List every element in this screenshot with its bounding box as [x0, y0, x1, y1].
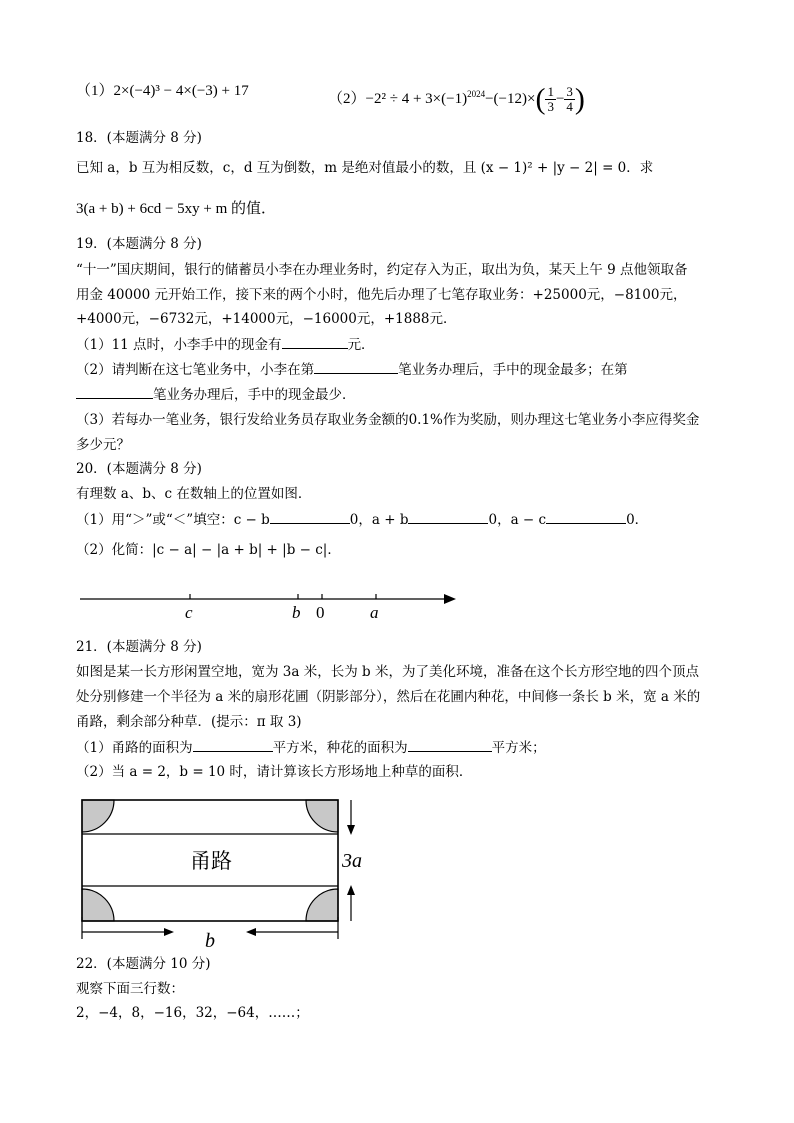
q19-line1: “十一”国庆期间，银行的储蓄员小李在办理业务时，约定存入为正，取出为负，某天上午 9 点他领取备 [76, 262, 688, 278]
q19-part2-blank-least[interactable] [76, 385, 153, 399]
q20-part1-text-c: 0，a − c [488, 512, 547, 528]
q19-part2-text-a: （2）请判断在这七笔业务中，小李在第 [76, 362, 315, 378]
label-b: b [292, 603, 301, 622]
q17-right-paren: ) [574, 82, 585, 116]
q20-blank-2[interactable] [408, 510, 488, 524]
q21-part1-text-a: （1）甬路的面积为 [76, 740, 193, 756]
q17-part1-expression: 2×(−4)³ − 4×(−3) + 17 [113, 83, 249, 99]
q17-part1 [76, 82, 249, 100]
q20-header: 20．(本题满分 8 分) [76, 461, 202, 477]
q17-fraction-2: $\frac{3}{4}$ [566, 84, 573, 115]
q20-part1-text-d: 0． [626, 512, 649, 528]
q17-fraction-1: $\frac{1}{3}$ [547, 84, 554, 115]
flower-bed-top-left [82, 800, 114, 832]
q19-part2 [76, 360, 628, 379]
q20-blank-3[interactable] [546, 510, 626, 524]
q20-part2: （2）化简：|c − a| − |a + b| + |b − c|． [76, 542, 341, 558]
q19-part3: （3）若每办一笔业务，银行发给业务员存取业务金额的0.1%作为奖励，则办理这七笔业务小李应得奖金 [76, 412, 700, 428]
flower-bed-top-right [306, 800, 338, 832]
q22-line2: 2，−4，8，−16，32，−64，……； [76, 1005, 309, 1021]
q17-part2 [328, 74, 585, 120]
q17-part2-expression-b: −(−12)× [485, 91, 536, 107]
q19-part1-answer-blank[interactable] [282, 335, 348, 349]
q19-part1-text: （1）11 点时，小李手中的现金有 [76, 337, 282, 353]
q20-part1 [76, 510, 648, 529]
label-c: c [185, 603, 193, 622]
width-label: 3a [342, 850, 362, 872]
q19-line3: +4000元，−6732元，+14000元，−16000元，+1888元． [76, 311, 457, 327]
road-label: 甬路 [190, 849, 232, 873]
q17-part2-expression-a: −2² ÷ 4 + 3×(−1) [365, 91, 468, 107]
length-arrowhead-left [246, 928, 256, 936]
q21-line1: 如图是某一长方形闲置空地，宽为 3a 米，长为 b 米，为了美化环境，准备在这个长方形空地的四个顶点 [76, 664, 699, 680]
q21-part1-text-c: 平方米； [491, 740, 546, 756]
length-arrowhead-right [164, 928, 174, 936]
q18-header: 18．(本题满分 8 分) [76, 130, 202, 146]
q19-part1-unit: 元． [347, 337, 375, 353]
height-arrowhead-down [347, 825, 355, 835]
label-zero: 0 [316, 603, 325, 622]
rectangle-field-figure [74, 793, 384, 950]
q17-left-paren: ( [535, 82, 546, 116]
q19-part2-text-b: 笔业务办理后，手中的现金最多；在第 [398, 362, 628, 378]
q21-header: 21．(本题满分 8 分) [76, 639, 202, 655]
height-arrowhead-up [347, 885, 355, 895]
q19-part2-text-c: 笔业务办理后，手中的现金最少． [153, 387, 356, 403]
q18-line1: 已知 a，b 互为相反数，c，d 互为倒数，m 是绝对值最小的数，且 (x − 1)² + |y − 2| = 0．求 [76, 160, 654, 176]
q17-part1-label: （1） [76, 83, 114, 99]
q21-blank-road-area[interactable] [193, 738, 273, 752]
q22-header: 22．(本题满分 10 分) [76, 956, 211, 972]
q20-blank-1[interactable] [270, 510, 350, 524]
q21-part1 [76, 738, 546, 757]
q21-part2: （2）当 a = 2，b = 10 时，请计算该长方形场地上种草的面积． [76, 764, 473, 780]
q21-blank-flower-area[interactable] [408, 738, 492, 752]
q19-part2-blank-most[interactable] [314, 360, 398, 374]
label-a: a [370, 603, 379, 622]
length-label: b [205, 930, 215, 950]
q17-fraction-minus: − [555, 91, 565, 107]
q21-line2: 处分别修建一个半径为 a 米的扇形花圃（阴影部分），然后在花圃内种花，中间修一条长 b 米，宽 a 米的 [76, 689, 701, 705]
q17-part2-label: （2） [328, 91, 366, 107]
q22-line1: 观察下面三行数： [76, 981, 184, 997]
q19-line2: 用金 40000 元开始工作，接下来的两个小时，他先后办理了七笔存取业务：+25000元，−8100元， [76, 287, 687, 303]
number-line-arrow [444, 594, 456, 604]
q19-part2-cont [76, 385, 356, 404]
flower-bed-bottom-right [306, 889, 338, 921]
q17-part2-exponent: 2024 [467, 89, 486, 99]
flower-bed-bottom-left [82, 889, 114, 921]
q20-part1-text-b: 0，a + b [349, 512, 409, 528]
q21-line3: 甬路，剩余部分种草．(提示：π 取 3) [76, 714, 302, 730]
q18-line2: 3(a + b) + 6cd − 5xy + m 的值． [76, 201, 277, 217]
q20-part1-text-a: （1）用“＞”或“＜”填空：c − b [76, 512, 270, 528]
q21-part1-text-b: 平方米，种花的面积为 [272, 740, 408, 756]
q19-part3-cont: 多少元？ [76, 437, 130, 453]
number-line-figure [78, 586, 462, 626]
q19-part1 [76, 335, 375, 354]
q19-header: 19．(本题满分 8 分) [76, 236, 202, 252]
q20-line1: 有理数 a、b、c 在数轴上的位置如图． [76, 486, 312, 502]
